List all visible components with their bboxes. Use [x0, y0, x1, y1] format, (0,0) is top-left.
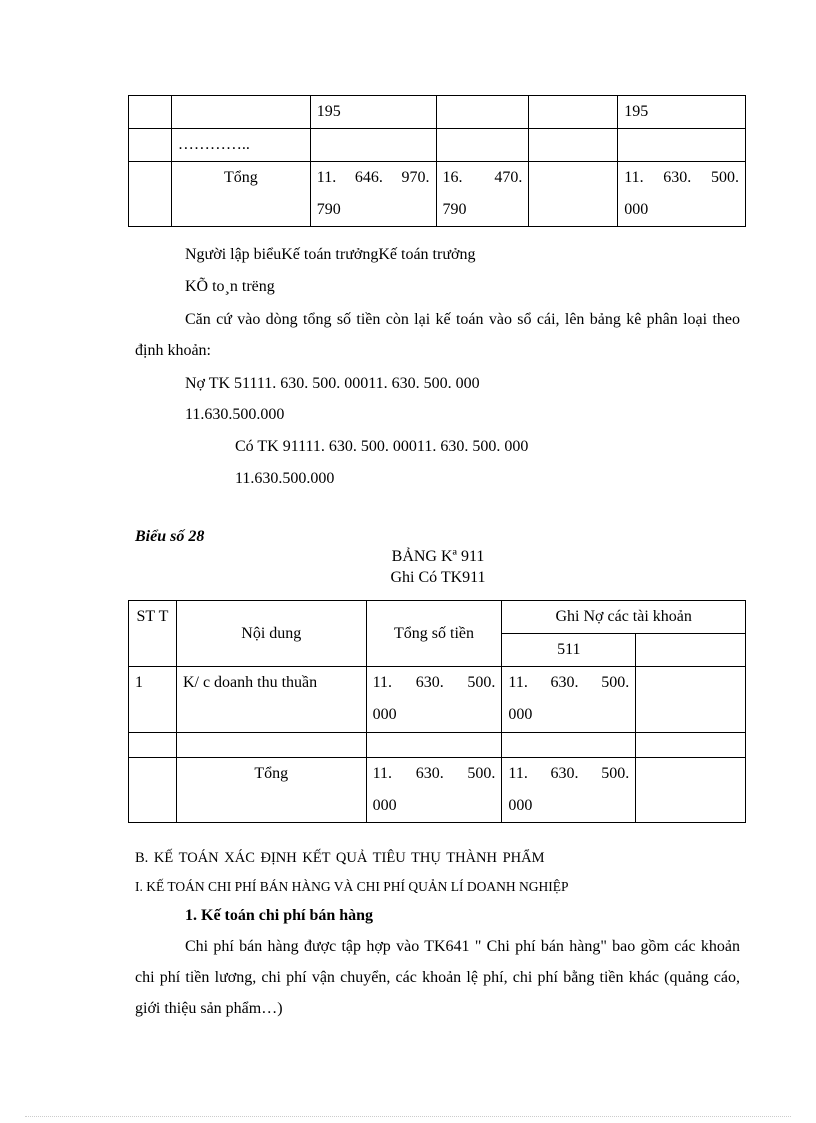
- ledger-table-top: [128, 95, 746, 227]
- table-cell: [618, 129, 746, 162]
- signers-line: Người lập biểuKế toán trưởngKế toán trưởng: [185, 246, 476, 263]
- table-cell: [529, 162, 618, 227]
- table-cell: [310, 129, 436, 162]
- table-cell: 11. 630. 500. 000: [366, 758, 502, 823]
- table-cell: [129, 733, 177, 758]
- debit-entry-value: 11.630.500.000: [185, 406, 285, 423]
- header-content: Nội dung: [176, 601, 366, 667]
- table-cell: Tổng: [176, 758, 366, 823]
- header-total: Tổng số tiền: [366, 601, 502, 667]
- table-cell: …………..: [171, 129, 310, 162]
- signers-line-garbled: KÕ to¸n trëng: [185, 278, 275, 295]
- table-cell: [171, 96, 310, 129]
- table-cell: 11. 630. 500. 000: [502, 758, 636, 823]
- table-cell: [529, 96, 618, 129]
- heading-b: B. KẾ TOÁN XÁC ĐỊNH KẾT QUẢ TIÊU THỤ THÀNH PHẨM: [135, 850, 545, 866]
- page-bottom-divider: [25, 1116, 791, 1117]
- table-cell: [502, 733, 636, 758]
- table-row: [129, 733, 746, 758]
- heading-i: I. KẾ TOÁN CHI PHÍ BÁN HÀNG VÀ CHI PHÍ QUẢN LÍ DOANH NGHIỆP: [135, 879, 569, 894]
- table-cell: 195: [310, 96, 436, 129]
- table-cell: [636, 758, 746, 823]
- table-cell: K/ c doanh thu thuần: [176, 667, 366, 733]
- form-title: BẢNG Kª 911: [391, 548, 485, 565]
- table-cell: [436, 96, 529, 129]
- header-stt: ST T: [129, 601, 177, 667]
- header-acc-blank: [636, 634, 746, 667]
- table-cell: 11. 646. 970. 790: [310, 162, 436, 227]
- table-cell: 11. 630. 500. 000: [618, 162, 746, 227]
- header-acc-511: 511: [502, 634, 636, 667]
- form-label: Biểu số 28: [135, 528, 205, 545]
- table-cell: 11. 630. 500. 000: [502, 667, 636, 733]
- table-cell: Tổng: [171, 162, 310, 227]
- credit-entry-value: 11.630.500.000: [235, 470, 335, 487]
- paragraph-selling-expense: Chi phí bán hàng được tập hợp vào TK641 " Chi phí bán hàng" bao gồm các khoản chi phí tiền lương, chi phí vận chuyển, các khoản lệ phí, chi phí bằng tiền khác (quảng cáo, giới thiệu sản phẩm…): [135, 938, 740, 1017]
- table-cell: [636, 667, 746, 733]
- table-row: [129, 667, 746, 733]
- ledger-table-911: [128, 600, 746, 823]
- table-cell: [366, 733, 502, 758]
- table-header-row: [129, 601, 746, 634]
- header-debit-group: Ghi Nợ các tài khoản: [502, 601, 746, 634]
- table-cell: [129, 96, 172, 129]
- table-row: [129, 96, 746, 129]
- table-cell: 1: [129, 667, 177, 733]
- heading-1: 1. Kế toán chi phí bán hàng: [185, 907, 374, 924]
- table-row-total: [129, 758, 746, 823]
- table-cell: [636, 733, 746, 758]
- table-cell: 195: [618, 96, 746, 129]
- table-cell: 11. 630. 500. 000: [366, 667, 502, 733]
- table-cell: [436, 129, 529, 162]
- credit-entry: Có TK 91111. 630. 500. 00011. 630. 500. 000: [235, 438, 529, 455]
- table-row-total: [129, 162, 746, 227]
- table-cell: [529, 129, 618, 162]
- table-cell: [176, 733, 366, 758]
- table-cell: [129, 129, 172, 162]
- table-cell: [129, 758, 177, 823]
- table-cell: 16. 470. 790: [436, 162, 529, 227]
- form-subtitle: Ghi Có TK911: [390, 569, 486, 586]
- debit-entry: Nợ TK 51111. 630. 500. 00011. 630. 500. 000: [185, 375, 480, 392]
- table-row: [129, 129, 746, 162]
- paragraph-basis: Căn cứ vào dòng tổng số tiền còn lại kế toán vào sổ cái, lên bảng kê phân loại theo định khoản:: [135, 311, 740, 359]
- table-cell: [129, 162, 172, 227]
